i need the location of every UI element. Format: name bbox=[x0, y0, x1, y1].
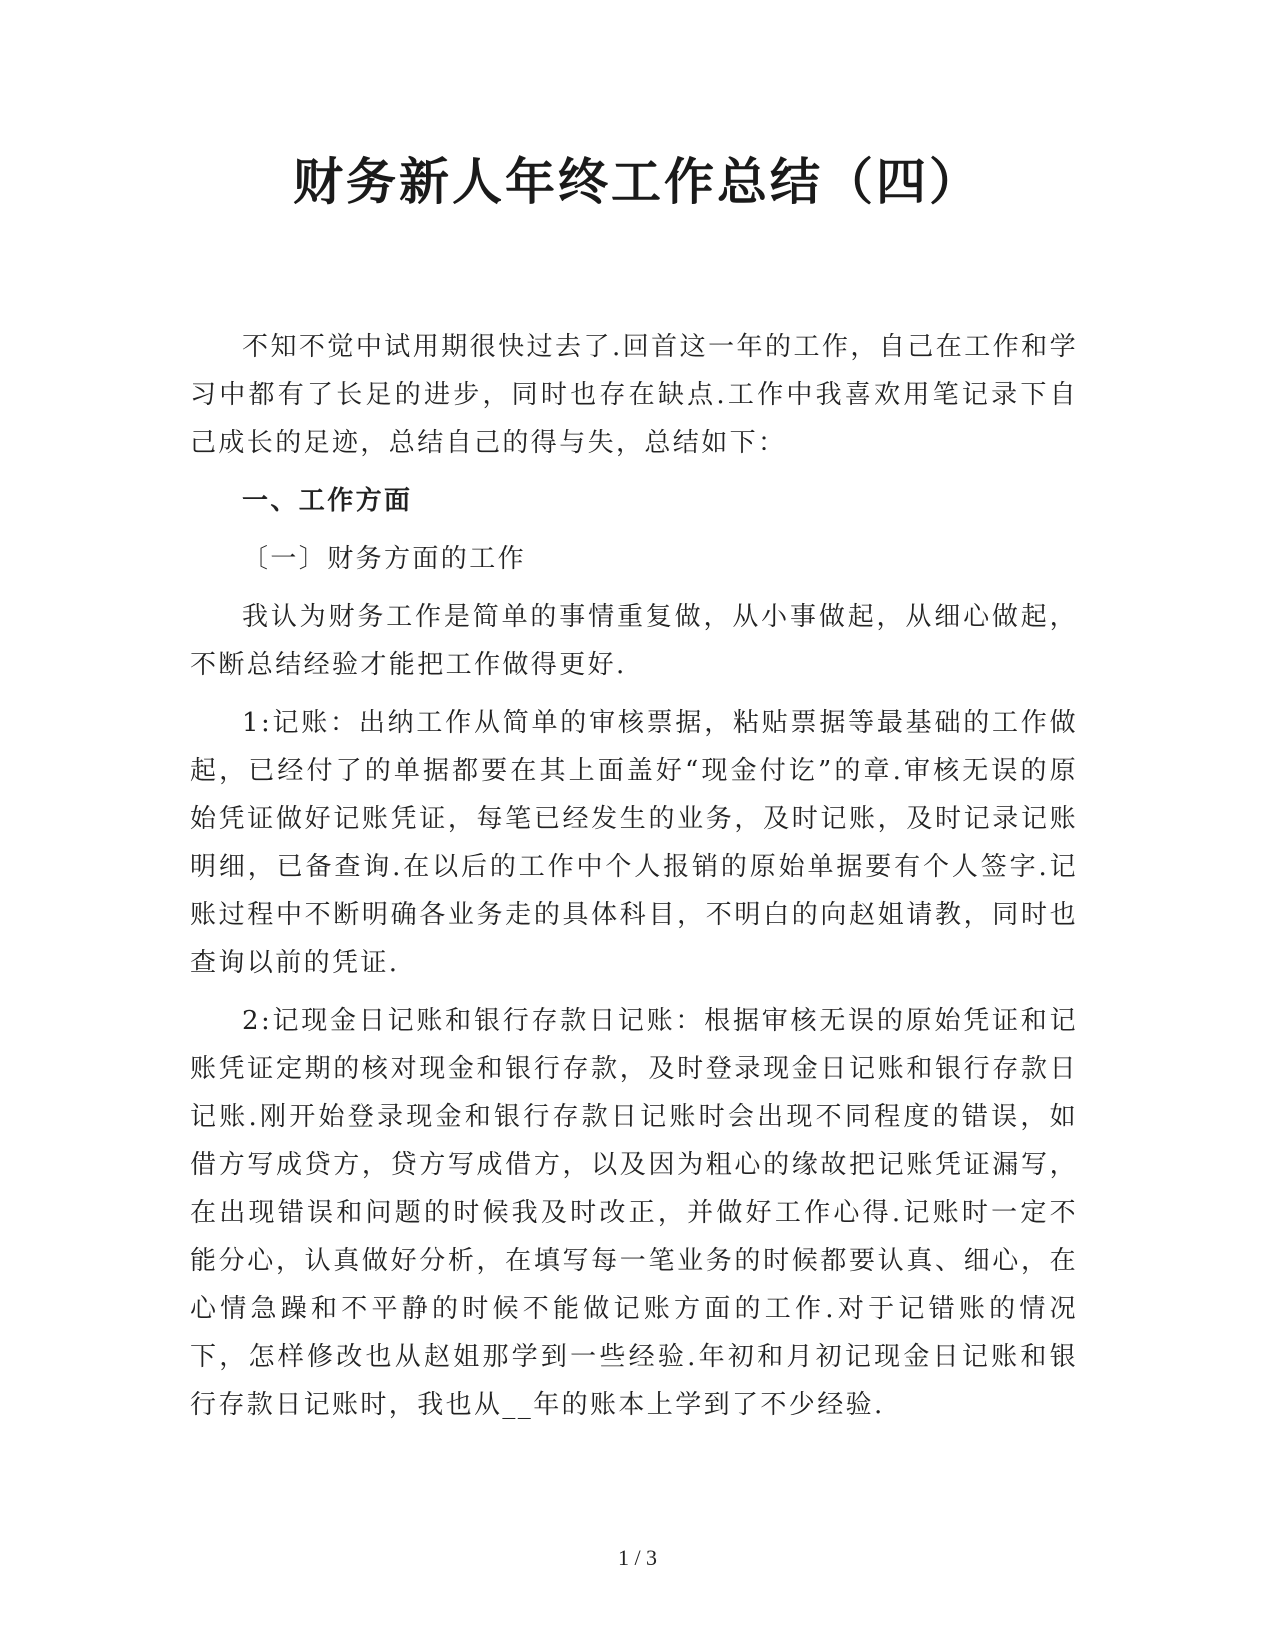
document-body bbox=[190, 323, 1078, 1439]
section-heading: 一、工作方面 bbox=[242, 486, 413, 516]
subsection-heading: 〔一〕财务方面的工作 bbox=[242, 544, 527, 574]
item-1-paragraph: 1:记账：出纳工作从简单的审核票据，粘贴票据等最基础的工作做起，已经付了的单据都要在其上面盖好“现金付讫”的章.审核无误的原始凭证做好记账凭证，每笔已经发生的业务，及时记账，及时记录记账明细，已备查询.在以后的工作中个人报销的原始单据要有个人签字.记账过程中不断明确各业务走的具体科目，不明白的向赵姐请教，同时也查询以前的凭证. bbox=[190, 708, 1078, 978]
page-number: 1 / 3 bbox=[617, 1545, 658, 1570]
overview-paragraph: 我认为财务工作是简单的事情重复做，从小事做起，从细心做起，不断总结经验才能把工作做得更好. bbox=[190, 602, 1078, 680]
document-title: 财务新人年终工作总结（四） bbox=[293, 152, 982, 211]
item-2-paragraph: 2:记现金日记账和银行存款日记账：根据审核无误的原始凭证和记账凭证定期的核对现金和银行存款，及时登录现金日记账和银行存款日记账.刚开始登录现金和银行存款日记账时会出现不同程度的错误，如借方写成贷方，贷方写成借方，以及因为粗心的缘故把记账凭证漏写，在出现错误和问题的时候我及时改正，并做好工作心得.记账时一定不能分心，认真做好分析，在填写每一笔业务的时候都要认真、细心，在心情急躁和不平静的时候不能做记账方面的工作.对于记错账的情况下，怎样修改也从赵姐那学到一些经验.年初和月初记现金日记账和银行存款日记账时，我也从__年的账本上学到了不少经验. bbox=[190, 1006, 1078, 1420]
intro-paragraph: 不知不觉中试用期很快过去了.回首这一年的工作，自己在工作和学习中都有了长足的进步，同时也存在缺点.工作中我喜欢用笔记录下自己成长的足迹，总结自己的得与失，总结如下： bbox=[190, 332, 1078, 458]
